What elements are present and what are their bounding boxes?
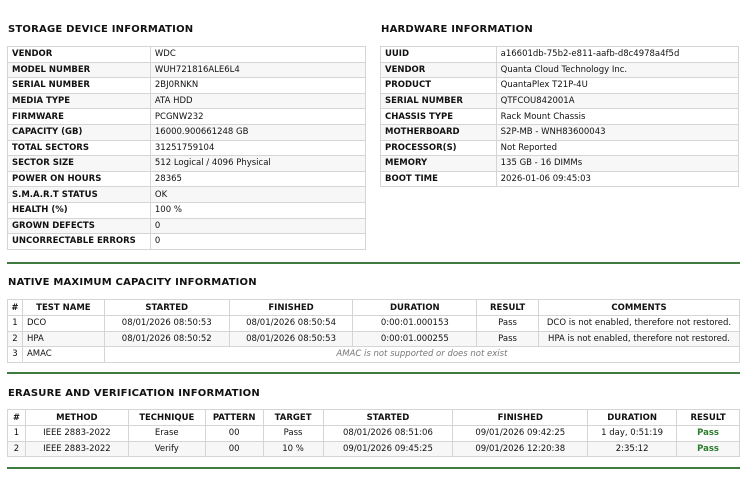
table-row	[8, 347, 740, 363]
hardware-key: PROCESSOR(S)	[381, 140, 497, 156]
hardware-section-title: HARDWARE INFORMATION	[381, 24, 533, 35]
storage-value: 2BJ0RNKN	[150, 78, 365, 94]
hardware-row	[381, 171, 739, 187]
storage-value: 0	[150, 234, 365, 250]
finished-time: 09/01/2026 12:20:38	[453, 441, 588, 457]
hardware-key: MEMORY	[381, 156, 497, 172]
storage-key: CAPACITY (GB)	[8, 124, 151, 140]
hardware-value: Not Reported	[496, 140, 738, 156]
column-header: DURATION	[353, 300, 477, 316]
column-header: TECHNIQUE	[128, 410, 205, 426]
pattern: 00	[205, 441, 263, 457]
storage-row	[8, 218, 366, 234]
hardware-value: Quanta Cloud Technology Inc.	[496, 62, 738, 78]
storage-value: PCGNW232	[150, 109, 365, 125]
erasure-table	[7, 409, 740, 457]
storage-info-table	[7, 46, 366, 250]
technique: Verify	[128, 441, 205, 457]
column-header: DURATION	[588, 410, 677, 426]
column-header: STARTED	[323, 410, 453, 426]
finished-time: 08/01/2026 08:50:53	[229, 331, 353, 347]
result: Pass	[477, 331, 539, 347]
storage-key: HEALTH (%)	[8, 202, 151, 218]
hardware-key: SERIAL NUMBER	[381, 93, 497, 109]
storage-row	[8, 109, 366, 125]
result-pass: Pass	[677, 441, 740, 457]
table-row	[8, 331, 740, 347]
storage-row	[8, 124, 366, 140]
hardware-info-table	[380, 46, 739, 187]
hardware-value: Rack Mount Chassis	[496, 109, 738, 125]
hardware-row	[381, 62, 739, 78]
storage-row	[8, 202, 366, 218]
hardware-row	[381, 124, 739, 140]
column-header: FINISHED	[453, 410, 588, 426]
target: Pass	[263, 426, 323, 442]
result: Pass	[477, 316, 539, 332]
storage-value: 0	[150, 218, 365, 234]
hardware-row	[381, 47, 739, 63]
unsupported-note: AMAC is not supported or does not exist	[104, 347, 739, 363]
storage-key: S.M.A.R.T STATUS	[8, 187, 151, 203]
storage-key: GROWN DEFECTS	[8, 218, 151, 234]
column-header: COMMENTS	[539, 300, 740, 316]
storage-value: WUH721816ALE6L4	[150, 62, 365, 78]
storage-row	[8, 62, 366, 78]
storage-value: 16000.900661248 GB	[150, 124, 365, 140]
column-header: METHOD	[25, 410, 128, 426]
comments: HPA is not enabled, therefore not restored.	[539, 331, 740, 347]
hardware-value: QuantaPlex T21P-4U	[496, 78, 738, 94]
column-header: #	[8, 300, 23, 316]
started-time: 08/01/2026 08:50:52	[104, 331, 229, 347]
result-pass: Pass	[677, 426, 740, 442]
duration: 0:00:01.000153	[353, 316, 477, 332]
technique: Erase	[128, 426, 205, 442]
erasure-header-row	[8, 410, 740, 426]
storage-value: 512 Logical / 4096 Physical	[150, 156, 365, 172]
row-number: 1	[8, 316, 23, 332]
storage-value: OK	[150, 187, 365, 203]
capacity-table	[7, 299, 740, 363]
hardware-key: VENDOR	[381, 62, 497, 78]
column-header: RESULT	[477, 300, 539, 316]
storage-key: POWER ON HOURS	[8, 171, 151, 187]
row-number: 1	[8, 426, 26, 442]
capacity-section-title: NATIVE MAXIMUM CAPACITY INFORMATION	[8, 277, 257, 288]
hardware-value: QTFCOU842001A	[496, 93, 738, 109]
hardware-row	[381, 93, 739, 109]
storage-value: 28365	[150, 171, 365, 187]
section-divider	[7, 262, 740, 264]
storage-key: MODEL NUMBER	[8, 62, 151, 78]
hardware-row	[381, 156, 739, 172]
storage-key: UNCORRECTABLE ERRORS	[8, 234, 151, 250]
hardware-row	[381, 140, 739, 156]
comments: DCO is not enabled, therefore not restored.	[539, 316, 740, 332]
finished-time: 09/01/2026 09:42:25	[453, 426, 588, 442]
storage-key: VENDOR	[8, 47, 151, 63]
storage-row	[8, 78, 366, 94]
storage-key: TOTAL SECTORS	[8, 140, 151, 156]
storage-row	[8, 156, 366, 172]
test-name: AMAC	[22, 347, 104, 363]
hardware-row	[381, 78, 739, 94]
hardware-row	[381, 109, 739, 125]
storage-row	[8, 171, 366, 187]
erasure-section-title: ERASURE AND VERIFICATION INFORMATION	[8, 388, 260, 399]
column-header: TARGET	[263, 410, 323, 426]
table-row	[8, 426, 740, 442]
started-time: 08/01/2026 08:51:06	[323, 426, 453, 442]
duration: 0:00:01.000255	[353, 331, 477, 347]
storage-key: MEDIA TYPE	[8, 93, 151, 109]
storage-value: ATA HDD	[150, 93, 365, 109]
method: IEEE 2883-2022	[25, 426, 128, 442]
hardware-key: MOTHERBOARD	[381, 124, 497, 140]
started-time: 09/01/2026 09:45:25	[323, 441, 453, 457]
column-header: PATTERN	[205, 410, 263, 426]
row-number: 2	[8, 331, 23, 347]
hardware-value: 135 GB - 16 DIMMs	[496, 156, 738, 172]
hardware-value: S2P-MB - WNH83600043	[496, 124, 738, 140]
column-header: RESULT	[677, 410, 740, 426]
section-divider	[7, 467, 740, 469]
storage-section-title: STORAGE DEVICE INFORMATION	[8, 24, 194, 35]
storage-value: WDC	[150, 47, 365, 63]
started-time: 08/01/2026 08:50:53	[104, 316, 229, 332]
capacity-header-row	[8, 300, 740, 316]
storage-row	[8, 93, 366, 109]
storage-row	[8, 187, 366, 203]
hardware-value: a16601db-75b2-e811-aafb-d8c4978a4f5d	[496, 47, 738, 63]
column-header: TEST NAME	[22, 300, 104, 316]
row-number: 2	[8, 441, 26, 457]
column-header: FINISHED	[229, 300, 353, 316]
storage-row	[8, 140, 366, 156]
hardware-key: CHASSIS TYPE	[381, 109, 497, 125]
storage-key: SERIAL NUMBER	[8, 78, 151, 94]
duration: 1 day, 0:51:19	[588, 426, 677, 442]
section-divider	[7, 372, 740, 374]
storage-value: 31251759104	[150, 140, 365, 156]
column-header: STARTED	[104, 300, 229, 316]
table-row	[8, 441, 740, 457]
storage-row	[8, 47, 366, 63]
column-header: #	[8, 410, 26, 426]
storage-key: SECTOR SIZE	[8, 156, 151, 172]
storage-value: 100 %	[150, 202, 365, 218]
duration: 2:35:12	[588, 441, 677, 457]
hardware-value: 2026-01-06 09:45:03	[496, 171, 738, 187]
row-number: 3	[8, 347, 23, 363]
method: IEEE 2883-2022	[25, 441, 128, 457]
test-name: DCO	[22, 316, 104, 332]
hardware-key: UUID	[381, 47, 497, 63]
storage-key: FIRMWARE	[8, 109, 151, 125]
finished-time: 08/01/2026 08:50:54	[229, 316, 353, 332]
test-name: HPA	[22, 331, 104, 347]
pattern: 00	[205, 426, 263, 442]
target: 10 %	[263, 441, 323, 457]
hardware-key: PRODUCT	[381, 78, 497, 94]
hardware-key: BOOT TIME	[381, 171, 497, 187]
table-row	[8, 316, 740, 332]
storage-row	[8, 234, 366, 250]
